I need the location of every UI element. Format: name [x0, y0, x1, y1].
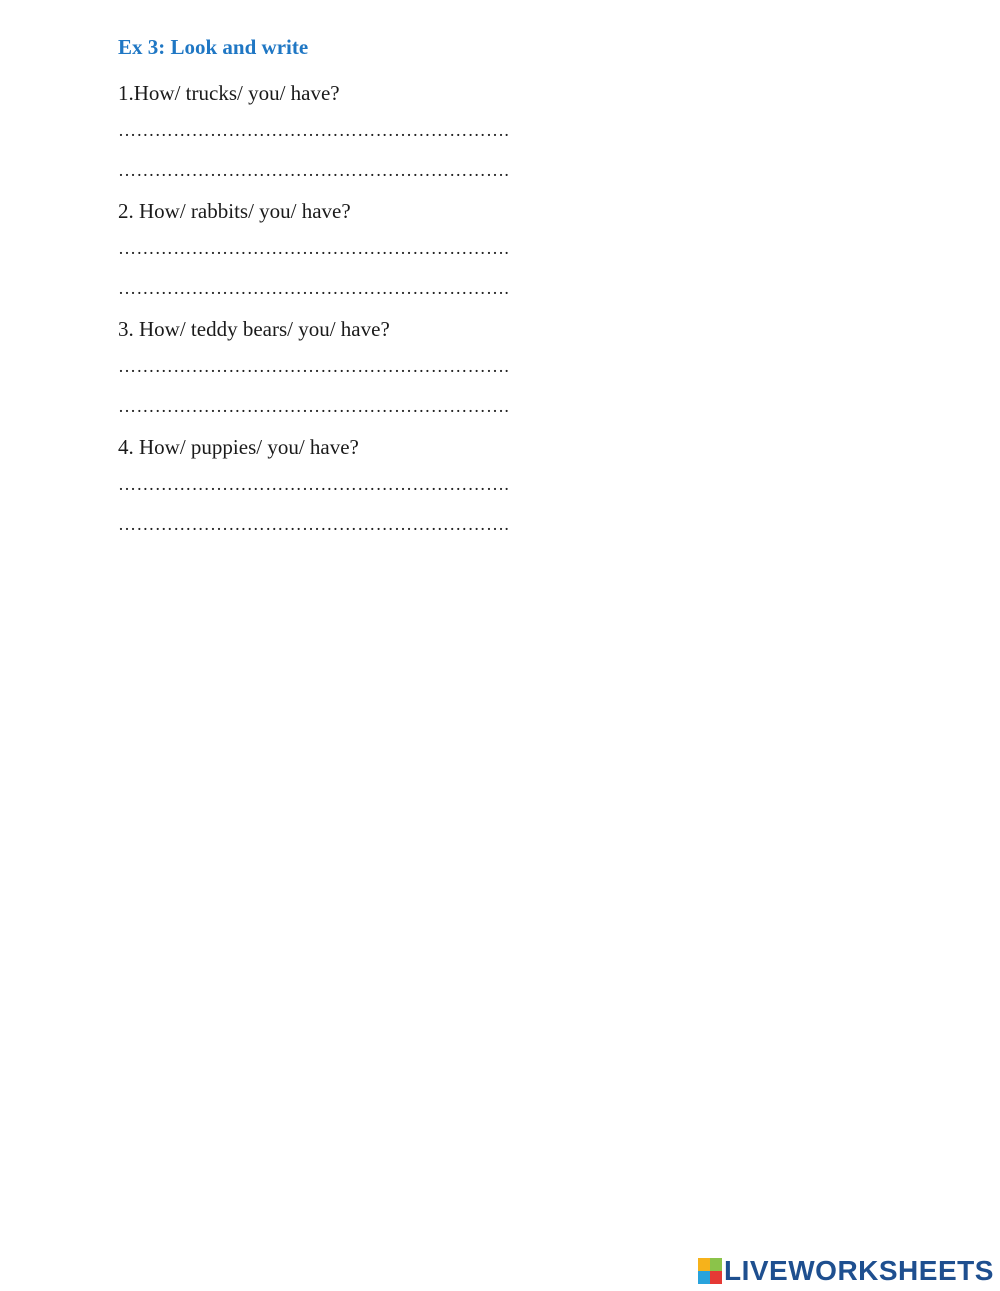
question-item-2: [118, 194, 718, 308]
liveworksheets-logo[interactable]: [698, 1256, 994, 1286]
question-text: 4. How/ puppies/ you/ have?: [118, 435, 359, 459]
question-item-3: [118, 312, 718, 426]
liveworksheets-logo-icon: [698, 1258, 722, 1284]
question-item-4: [118, 430, 718, 544]
question-text: 2. How/ rabbits/ you/ have?: [118, 199, 351, 223]
answer-line[interactable]: ……………………………………………………….: [118, 120, 510, 140]
logo-text: LIVEWORKSHEETS: [724, 1255, 994, 1286]
answer-line[interactable]: ……………………………………………………….: [118, 356, 510, 376]
question-text: 3. How/ teddy bears/ you/ have?: [118, 317, 390, 341]
answer-line[interactable]: ……………………………………………………….: [118, 238, 510, 258]
answer-line[interactable]: ……………………………………………………….: [118, 474, 510, 494]
answer-line[interactable]: ……………………………………………………….: [118, 160, 510, 180]
question-text: 1.How/ trucks/ you/ have?: [118, 81, 340, 105]
answer-line[interactable]: ……………………………………………………….: [118, 278, 510, 298]
question-item-1: [118, 76, 718, 190]
answer-line[interactable]: ……………………………………………………….: [118, 396, 510, 416]
exercise-title: Ex 3: Look and write: [118, 35, 309, 59]
worksheet: [118, 30, 718, 548]
answer-line[interactable]: ……………………………………………………….: [118, 514, 510, 534]
